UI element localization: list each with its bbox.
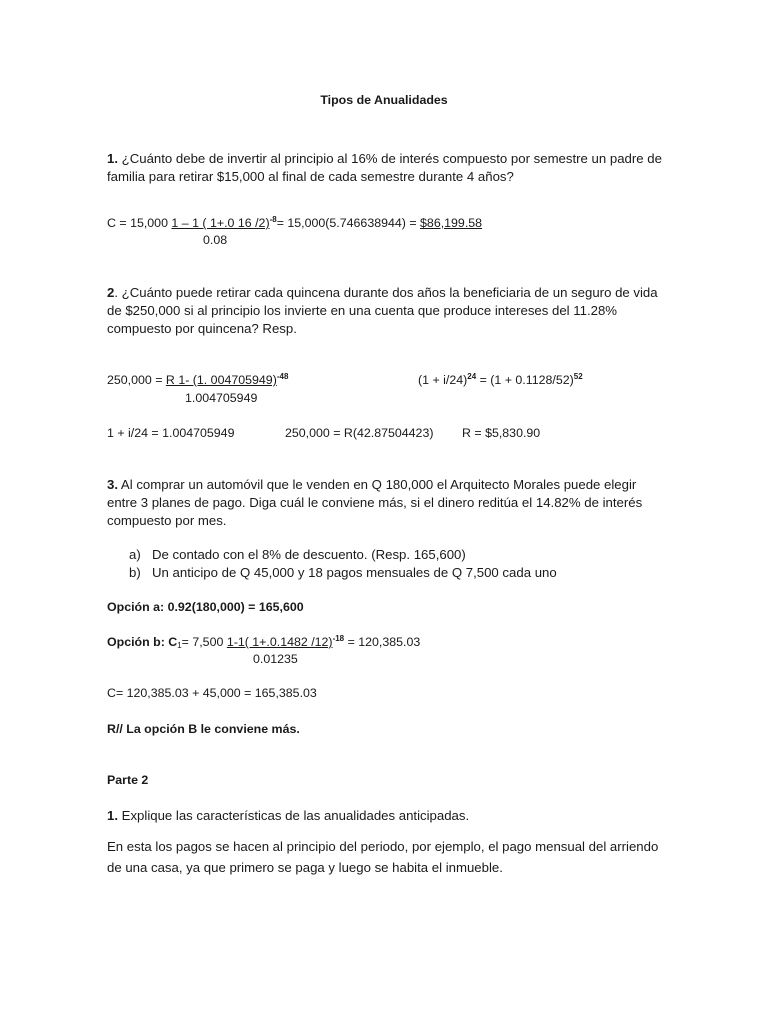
- q1-formula-denominator: 0.08: [203, 233, 228, 247]
- option-a-marker: a): [129, 547, 141, 562]
- q1-formula-exponent: -8: [269, 215, 277, 224]
- option-b-text: Un anticipo de Q 45,000 y 18 pagos mensuales de Q 7,500 cada uno: [152, 565, 557, 580]
- question-1: [107, 150, 663, 186]
- question-1-number: 1.: [107, 151, 118, 166]
- q3-total: C= 120,385.03 + 45,000 = 165,385.03: [107, 686, 317, 700]
- option-b-marker: b): [129, 565, 141, 580]
- q1-formula-numerator: 1 – 1 ( 1+.0 16 /2): [171, 216, 270, 230]
- q2-formula-prefix: 250,000 =: [107, 373, 166, 387]
- option-b-calc-numerator: 1-1( 1+.0.1482 /12): [226, 635, 333, 649]
- q1-formula-middle: = 15,000(5.746638944) =: [276, 216, 421, 230]
- q2-line2-b: 250,000 = R(42.87504423): [285, 426, 434, 440]
- question-3-text: Al comprar un automóvil que le venden en Q 180,000 el Arquitecto Morales puede elegir entre 3 planes de pago. Diga cuál le conviene más, si el dinero reditúa el 14.82% de interés compuesto por mes.: [107, 477, 643, 528]
- option-a-calc-text: Opción a: 0.92(180,000) = 165,600: [107, 600, 304, 614]
- question-3-number: 3.: [107, 477, 118, 492]
- q3-answer: R// La opción B le conviene más.: [107, 722, 300, 736]
- question-1-text: ¿Cuánto debe de invertir al principio al 16% de interés compuesto por semestre un padre de familia para retirar $15,000 al final de cada semestre durante 4 años?: [107, 151, 662, 184]
- question-2: [107, 284, 663, 338]
- q2-rhs-equation: [418, 372, 583, 388]
- q2-rhs-exponent-left: 24: [467, 372, 477, 381]
- q2-rhs-left: (1 + i/24): [418, 373, 468, 387]
- part-2-heading: Parte 2: [107, 773, 149, 787]
- question-2-formula: [107, 372, 288, 388]
- q2-formula-numerator: R 1- (1. 004705949): [165, 373, 277, 387]
- q2-line2-a: 1 + i/24 = 1.004705949: [107, 426, 235, 440]
- option-b-calc-denominator: 0.01235: [253, 652, 298, 666]
- question-3: [107, 476, 663, 530]
- q2-rhs-right: = (1 + 0.1128/52): [476, 373, 574, 387]
- part-2-answer: En esta los pagos se hacen al principio del periodo, por ejemplo, el pago mensual del arriendo de una casa, ya que primero se paga y luego se habita el inmueble.: [107, 839, 659, 875]
- option-a-calc: [107, 599, 304, 615]
- q2-formula-denominator: 1.004705949: [185, 391, 258, 405]
- part-2-question-1: [107, 807, 663, 825]
- option-a-text: De contado con el 8% de descuento. (Resp. 165,600): [152, 547, 466, 562]
- option-b-calc-exponent: -18: [332, 634, 345, 643]
- option-b-calc-result: = 120,385.03: [344, 635, 421, 649]
- q1-formula-prefix: C = 15,000: [107, 216, 172, 230]
- question-2-number: 2: [107, 285, 115, 300]
- option-b-calc-subscript: 1: [177, 641, 182, 650]
- part-2-question-1-number: 1.: [107, 808, 118, 823]
- option-b-calc-mid: = 7,500: [181, 635, 227, 649]
- q2-line2-c: R = $5,830.90: [462, 426, 541, 440]
- option-b-calc: [107, 634, 420, 650]
- q2-formula-exponent: -48: [276, 372, 289, 381]
- q2-rhs-exponent-right: 52: [573, 372, 583, 381]
- option-b-calc-prefix: Opción b: C: [107, 635, 178, 649]
- q1-formula-result: $86,199.58: [420, 216, 483, 230]
- document-title: Tipos de Anualidades: [320, 93, 448, 107]
- part-2-question-1-text: Explique las características de las anualidades anticipadas.: [118, 808, 470, 823]
- question-2-text: . ¿Cuánto puede retirar cada quincena durante dos años la beneficiaria de un seguro de vida de $250,000 si al principio los invierte en una cuenta que produce intereses del 11.28% compuesto por quincena? Resp.: [107, 285, 658, 336]
- question-1-formula: [107, 215, 482, 231]
